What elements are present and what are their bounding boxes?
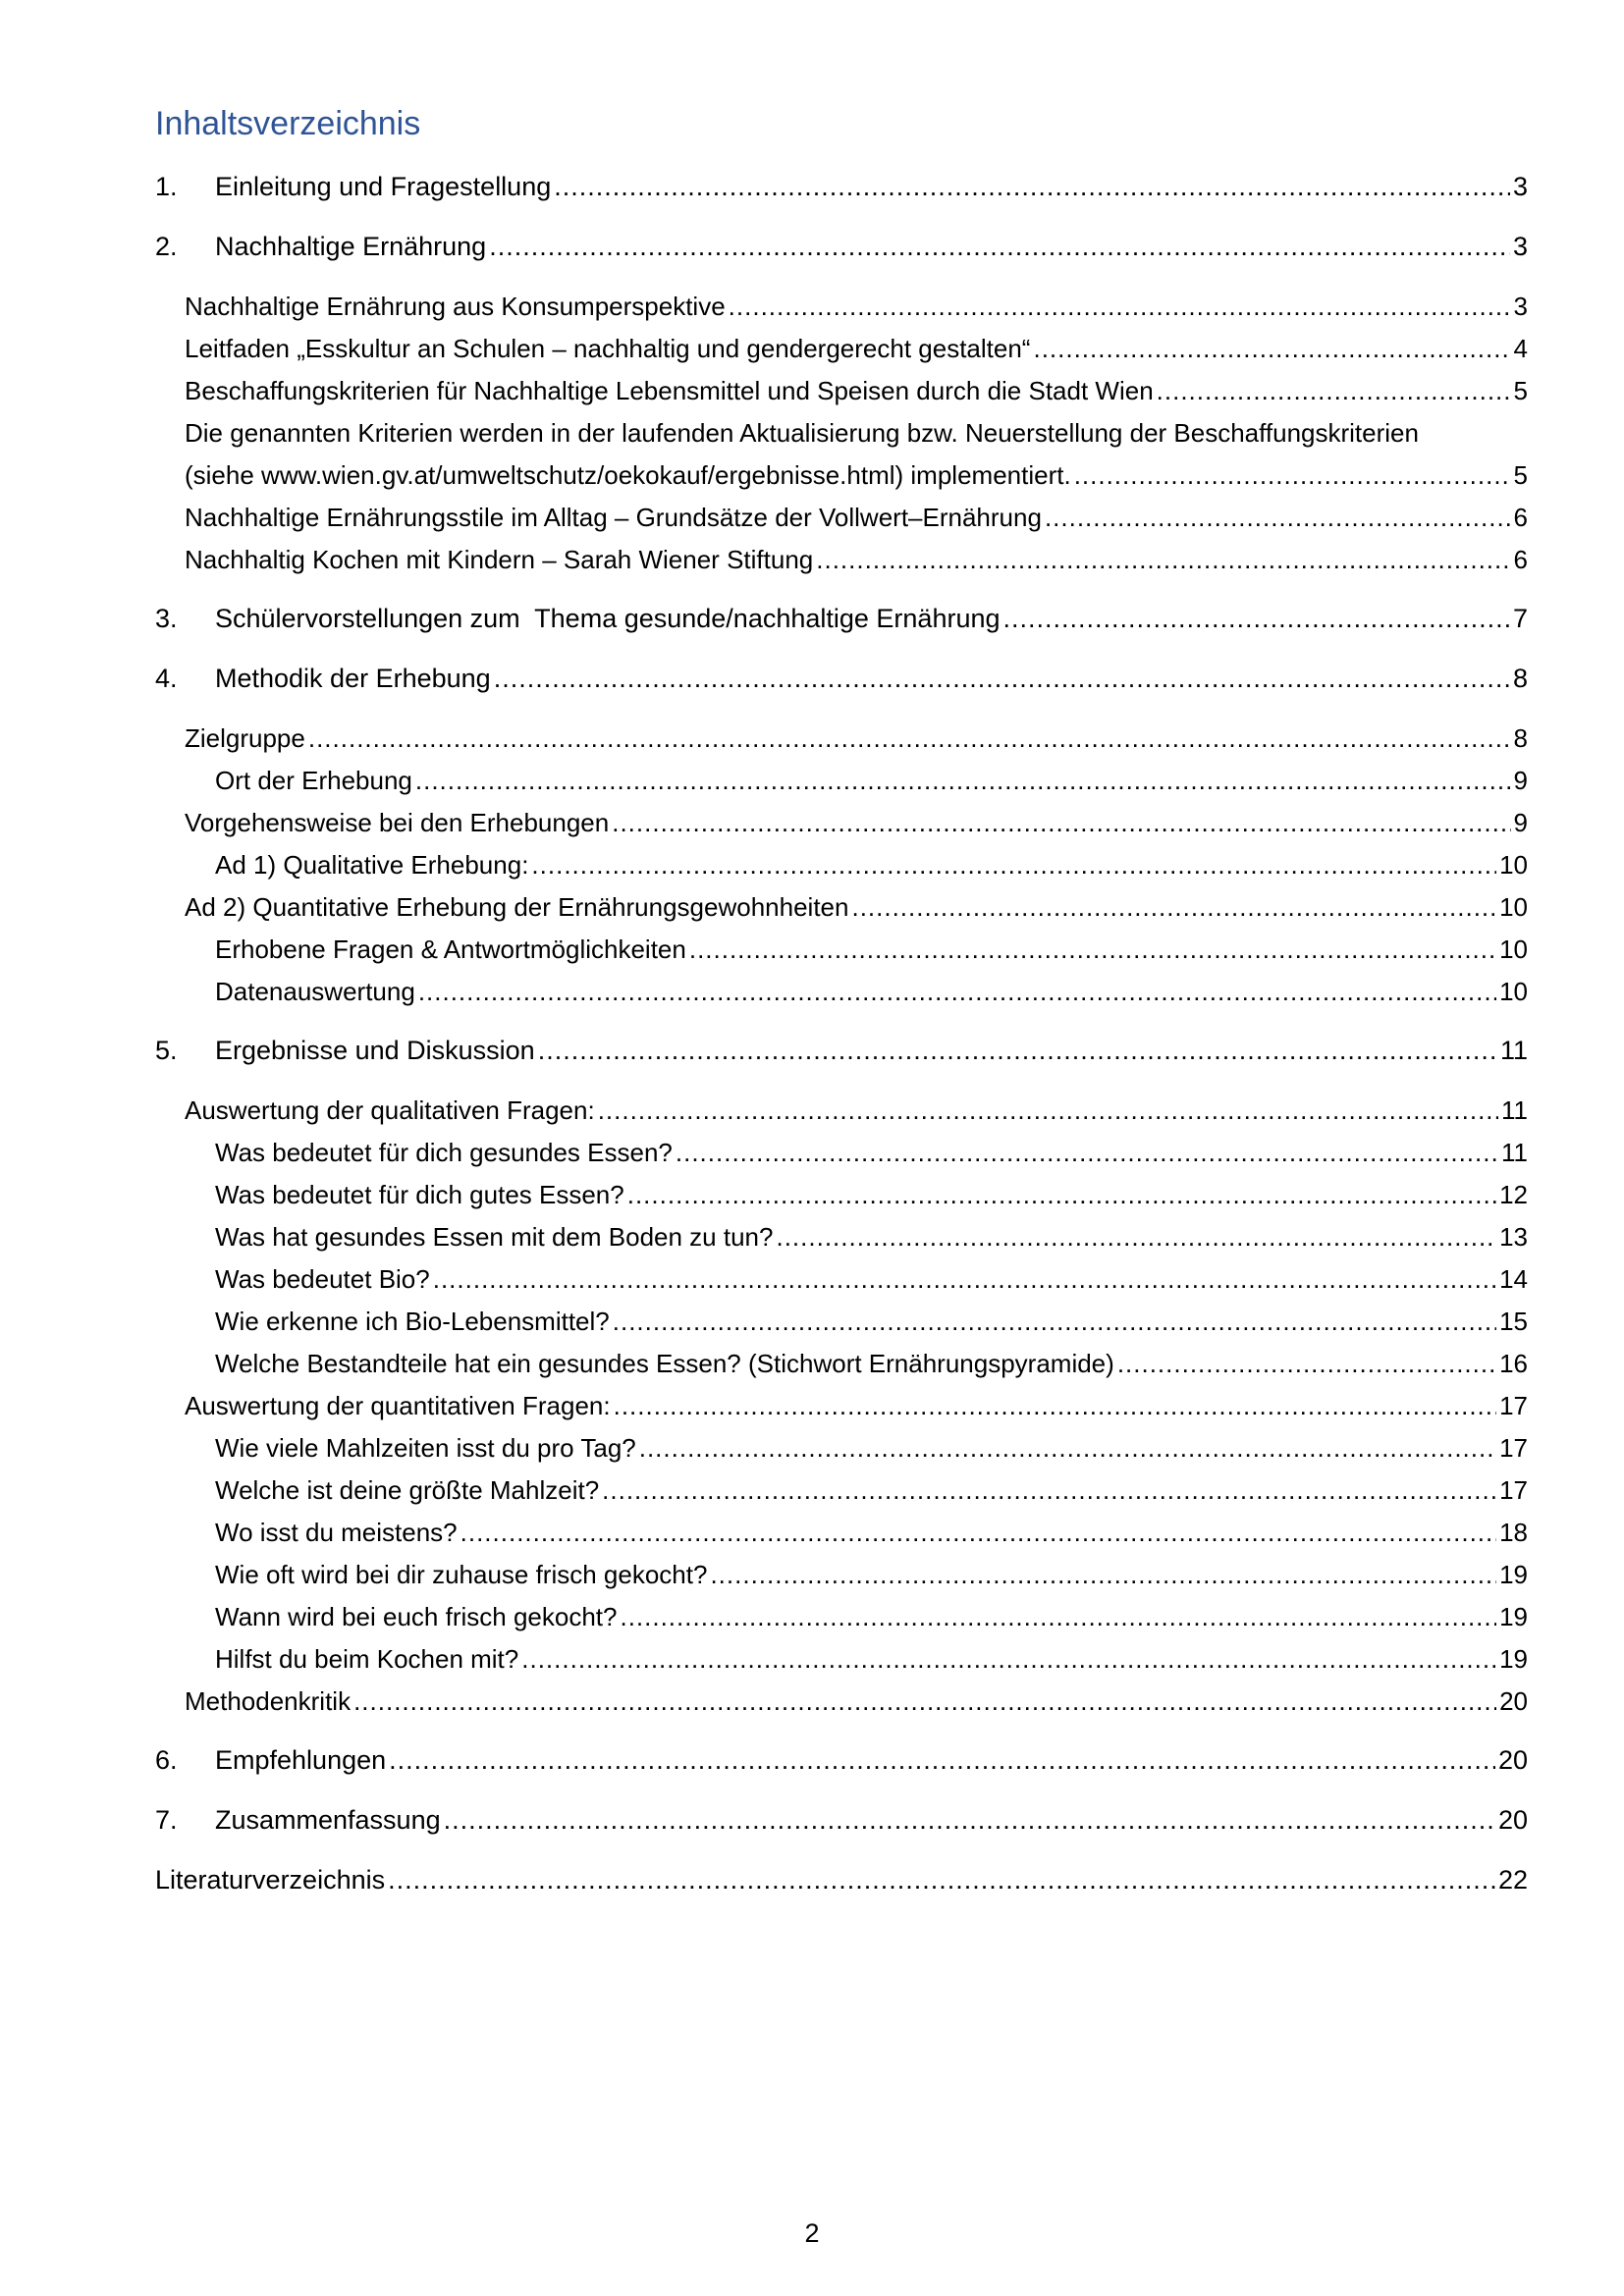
toc-entry[interactable] (0, 1428, 1624, 1468)
toc-entry-title: Nachhaltig Kochen mit Kindern – Sarah Wiener Stiftung (185, 545, 814, 574)
toc-dot-leader (851, 890, 1496, 924)
toc-entry[interactable] (0, 1031, 1624, 1070)
toc-entry[interactable] (0, 371, 1624, 410)
toc-page-number: 18 (1499, 1518, 1528, 1547)
toc-entry-title: Einleitung und Fragestellung (215, 172, 552, 201)
toc-entry-title-line1: Die genannten Kriterien werden in der laufenden Aktualisierung bzw. Neuerstellung der Beschaffungskriterien (185, 418, 1419, 448)
toc-page-number: 5 (1513, 460, 1528, 490)
toc-entry-title: (siehe www.wien.gv.at/umweltschutz/oekokauf/ergebnisse.html) implementiert. (185, 460, 1071, 490)
toc-entry[interactable] (0, 227, 1624, 266)
toc-entry-title: Beschaffungskriterien für Nachhaltige Lebensmittel und Speisen durch die Stadt Wien (185, 376, 1154, 405)
toc-dot-leader (494, 662, 1510, 695)
toc-page-number: 19 (1499, 1644, 1528, 1674)
toc-dot-leader (776, 1220, 1496, 1254)
toc-dot-leader (614, 1389, 1496, 1422)
toc-dot-leader (538, 1034, 1497, 1067)
toc-page-number: 11 (1501, 1095, 1528, 1125)
toc-entry[interactable] (0, 1860, 1624, 1899)
toc-entry-title: Nachhaltige Ernährung (215, 232, 487, 261)
toc-entry-number: 1. (155, 172, 178, 201)
toc-entry-title: Literaturverzeichnis (155, 1865, 386, 1895)
toc-entry-title: Ort der Erhebung (215, 766, 412, 795)
toc-entry[interactable] (0, 167, 1624, 206)
toc-entry-title: Hilfst du beim Kochen mit? (215, 1644, 519, 1674)
toc-entry[interactable] (0, 887, 1624, 927)
toc-entry[interactable] (0, 1217, 1624, 1256)
toc-dot-leader (613, 1305, 1496, 1338)
toc-page-number: 10 (1499, 934, 1528, 964)
toc-dot-leader (531, 848, 1496, 881)
toc-entry[interactable] (0, 540, 1624, 579)
toc-dot-leader (308, 721, 1511, 755)
toc-entry-title: Wie erkenne ich Bio-Lebensmittel? (215, 1307, 610, 1336)
toc-page-number: 19 (1499, 1560, 1528, 1589)
toc-dot-leader (489, 230, 1510, 263)
toc-dot-leader (388, 1863, 1495, 1896)
toc-dot-leader (816, 543, 1510, 576)
toc-dot-leader (1117, 1347, 1496, 1380)
toc-entry-title: Erhobene Fragen & Antwortmöglichkeiten (215, 934, 686, 964)
toc-entry[interactable] (0, 1091, 1624, 1130)
toc-page-number: 20 (1497, 1745, 1528, 1775)
toc-entry-title: Wie viele Mahlzeiten isst du pro Tag? (215, 1433, 636, 1463)
toc-page-number: 10 (1499, 850, 1528, 880)
page-number: 2 (804, 2218, 820, 2248)
toc-entry-title: Vorgehensweise bei den Erhebungen (185, 808, 610, 837)
toc-page-number: 13 (1499, 1222, 1528, 1252)
toc-page-number: 3 (1513, 292, 1528, 321)
toc-dot-leader (627, 1178, 1496, 1211)
toc-dot-leader (710, 1558, 1496, 1591)
toc-entry[interactable] (0, 1800, 1624, 1840)
toc-dot-leader (729, 290, 1511, 323)
toc-entry[interactable] (0, 329, 1624, 368)
toc-entry[interactable] (0, 1175, 1624, 1214)
toc-page-number: 6 (1513, 545, 1528, 574)
toc-dot-leader (639, 1431, 1496, 1465)
toc-entry-title: Wo isst du meistens? (215, 1518, 458, 1547)
toc-page-number: 5 (1513, 376, 1528, 405)
toc-entry[interactable] (0, 1302, 1624, 1341)
toc-entry[interactable] (0, 803, 1624, 842)
toc-dot-leader (521, 1642, 1496, 1676)
toc-entry-title: Zielgruppe (185, 723, 305, 753)
toc-entry[interactable] (0, 599, 1624, 638)
toc-entry[interactable] (0, 761, 1624, 800)
toc-entry-title: Zusammenfassung (215, 1805, 441, 1835)
toc-entry-title: Auswertung der quantitativen Fragen: (185, 1391, 611, 1420)
toc-entry-number: 3. (155, 604, 178, 633)
toc-page-number: 3 (1512, 232, 1528, 261)
toc-dot-leader (620, 1600, 1496, 1633)
toc-entry-title: Empfehlungen (215, 1745, 387, 1775)
toc-entry[interactable] (0, 1470, 1624, 1510)
toc-page-number: 19 (1499, 1602, 1528, 1631)
toc-page-number: 14 (1499, 1264, 1528, 1294)
toc-dot-leader (598, 1094, 1498, 1127)
toc-entry[interactable] (0, 1639, 1624, 1679)
toc-title: Inhaltsverzeichnis (155, 105, 421, 142)
toc-entry[interactable] (0, 845, 1624, 884)
toc-entry-title: Nachhaltige Ernährungsstile im Alltag – Grundsätze der Vollwert–Ernährung (185, 503, 1042, 532)
toc-entry-title: Schülervorstellungen zum Thema gesunde/nachhaltige Ernährung (215, 604, 1001, 633)
toc-entry-number: 6. (155, 1745, 178, 1775)
toc-entry-title: Leitfaden „Esskultur an Schulen – nachhaltig und gendergerecht gestalten“ (185, 334, 1031, 363)
toc-page-number: 16 (1499, 1349, 1528, 1378)
toc-entry[interactable] (0, 1133, 1624, 1172)
toc-page-number: 17 (1499, 1391, 1528, 1420)
toc-page-number: 6 (1513, 503, 1528, 532)
toc-dot-leader (353, 1684, 1496, 1718)
toc-entry[interactable] (0, 1259, 1624, 1299)
toc-entry[interactable] (0, 498, 1624, 537)
toc-entry[interactable] (0, 1386, 1624, 1425)
toc-dot-leader (612, 806, 1510, 839)
toc-dot-leader (602, 1473, 1496, 1507)
toc-page-number: 3 (1512, 172, 1528, 201)
toc-page-number: 22 (1497, 1865, 1528, 1895)
toc-dot-leader (444, 1803, 1495, 1837)
toc-dot-leader (1045, 501, 1511, 534)
toc-entry[interactable] (0, 1597, 1624, 1636)
toc-page-number: 17 (1499, 1433, 1528, 1463)
toc-dot-leader (433, 1262, 1496, 1296)
toc-entry-title: Methodenkritik (185, 1686, 352, 1716)
toc-entry[interactable] (0, 659, 1624, 698)
toc-entry-title: Methodik der Erhebung (215, 664, 491, 693)
toc-entry-title: Ad 2) Quantitative Erhebung der Ernährungsgewohnheiten (185, 892, 849, 922)
toc-page-number: 10 (1499, 892, 1528, 922)
toc-page-number: 15 (1499, 1307, 1528, 1336)
toc-entry[interactable] (0, 719, 1624, 758)
toc-dot-leader (1074, 458, 1511, 492)
toc-entry-number: 7. (155, 1805, 178, 1835)
toc-entry-number: 2. (155, 232, 178, 261)
toc-entry-number: 4. (155, 664, 178, 693)
toc-dot-leader (689, 933, 1496, 966)
toc-entry-title: Ad 1) Qualitative Erhebung: (215, 850, 529, 880)
toc-page-number: 8 (1512, 664, 1528, 693)
toc-entry-title: Auswertung der qualitativen Fragen: (185, 1095, 595, 1125)
toc-entry[interactable] (0, 1344, 1624, 1383)
toc-page-number: 11 (1499, 1036, 1528, 1065)
toc-dot-leader (676, 1136, 1498, 1169)
toc-page-number: 7 (1512, 604, 1528, 633)
toc-page-number: 11 (1501, 1138, 1528, 1167)
toc-entry-title: Nachhaltige Ernährung aus Konsumperspektive (185, 292, 726, 321)
toc-dot-leader (460, 1516, 1496, 1549)
toc-dot-leader (415, 764, 1511, 797)
toc-dot-leader (389, 1743, 1495, 1777)
toc-entry[interactable] (0, 455, 1624, 495)
toc-page-number: 4 (1513, 334, 1528, 363)
toc-entry[interactable] (0, 287, 1624, 326)
toc-page-number: 9 (1513, 808, 1528, 837)
toc-entry[interactable] (0, 1740, 1624, 1780)
toc-entry-title: Welche ist deine größte Mahlzeit? (215, 1475, 600, 1505)
toc-page-number: 20 (1497, 1805, 1528, 1835)
toc-dot-leader (554, 170, 1510, 203)
toc-entry-title: Wie oft wird bei dir zuhause frisch gekocht? (215, 1560, 708, 1589)
toc-entry[interactable] (0, 972, 1624, 1011)
toc-entry-title: Welche Bestandteile hat ein gesundes Essen? (Stichwort Ernährungspyramide) (215, 1349, 1114, 1378)
toc-entry-title: Ergebnisse und Diskussion (215, 1036, 535, 1065)
toc-entry-title: Wann wird bei euch frisch gekocht? (215, 1602, 618, 1631)
toc-entry[interactable] (0, 1513, 1624, 1552)
toc-page-number: 20 (1499, 1686, 1528, 1716)
toc-entry-title: Was hat gesundes Essen mit dem Boden zu tun? (215, 1222, 774, 1252)
toc-dot-leader (1003, 602, 1510, 635)
toc-page-number: 10 (1499, 977, 1528, 1006)
toc-page-number: 12 (1499, 1180, 1528, 1209)
toc-page-number: 9 (1513, 766, 1528, 795)
toc-entry-title: Datenauswertung (215, 977, 415, 1006)
toc-entry-title: Was bedeutet für dich gutes Essen? (215, 1180, 624, 1209)
toc-page-number: 17 (1499, 1475, 1528, 1505)
toc-entry-title: Was bedeutet für dich gesundes Essen? (215, 1138, 673, 1167)
toc-entry[interactable] (0, 930, 1624, 969)
toc-dot-leader (1033, 332, 1510, 365)
toc-entry[interactable] (0, 1555, 1624, 1594)
toc-entry-title: Was bedeutet Bio? (215, 1264, 430, 1294)
toc-page-number: 8 (1513, 723, 1528, 753)
toc-dot-leader (418, 975, 1496, 1008)
toc-entry-number: 5. (155, 1036, 178, 1065)
toc-entry[interactable] (0, 1682, 1624, 1721)
toc-dot-leader (1157, 374, 1511, 407)
